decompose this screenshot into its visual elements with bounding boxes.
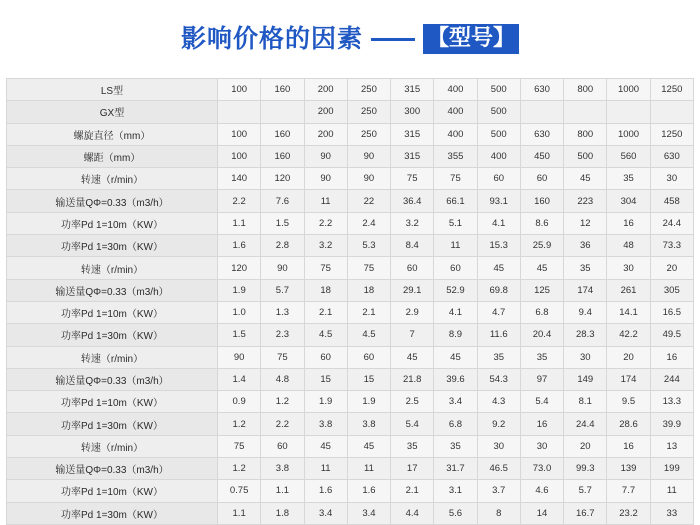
table-cell: [520, 101, 563, 123]
table-cell: 1.3: [261, 301, 304, 323]
table-cell: 1.9: [347, 391, 390, 413]
table-cell: 45: [391, 346, 434, 368]
table-cell: 30: [564, 346, 607, 368]
table-cell: 139: [607, 458, 650, 480]
table-cell: 90: [347, 168, 390, 190]
table-cell: 11: [304, 190, 347, 212]
table-cell: 21.8: [391, 368, 434, 390]
table-cell: 14.1: [607, 301, 650, 323]
table-cell: 25.9: [520, 235, 563, 257]
table-cell: 24.4: [564, 413, 607, 435]
table-cell: 75: [434, 168, 477, 190]
table-cell: 3.7: [477, 480, 520, 502]
table-cell: 18: [304, 279, 347, 301]
table-cell: 800: [564, 123, 607, 145]
table-cell: 4.3: [477, 391, 520, 413]
table-cell: 2.9: [391, 301, 434, 323]
table-cell: 16: [520, 413, 563, 435]
table-cell: 450: [520, 145, 563, 167]
table-cell: 1.2: [218, 413, 261, 435]
table-cell: 4.5: [347, 324, 390, 346]
table-cell: 5.6: [434, 502, 477, 524]
table-cell: 2.2: [218, 190, 261, 212]
table-cell: 6.8: [520, 301, 563, 323]
row-label: 螺旋直径（mm）: [7, 123, 218, 145]
table-cell: [564, 101, 607, 123]
table-cell: 7.7: [607, 480, 650, 502]
table-cell: 1250: [650, 79, 693, 101]
table-cell: 69.8: [477, 279, 520, 301]
table-cell: 60: [347, 346, 390, 368]
table-cell: 2.8: [261, 235, 304, 257]
table-cell: 200: [304, 79, 347, 101]
table-cell: [650, 101, 693, 123]
table-cell: 9.5: [607, 391, 650, 413]
table-cell: 15: [304, 368, 347, 390]
table-cell: 20: [607, 346, 650, 368]
table-cell: 244: [650, 368, 693, 390]
row-label: 功率Pd 1=10m（KW）: [7, 480, 218, 502]
table-row: [7, 190, 694, 212]
table-cell: 458: [650, 190, 693, 212]
table-cell: 93.1: [477, 190, 520, 212]
table-row: [7, 480, 694, 502]
table-cell: 39.6: [434, 368, 477, 390]
table-cell: 30: [520, 435, 563, 457]
table-cell: 200: [304, 101, 347, 123]
table-cell: [261, 101, 304, 123]
table-cell: 90: [218, 346, 261, 368]
table-cell: 42.2: [607, 324, 650, 346]
table-cell: 500: [477, 79, 520, 101]
table-cell: 250: [347, 123, 390, 145]
table-cell: 15: [347, 368, 390, 390]
table-cell: 100: [218, 79, 261, 101]
table-cell: 8: [477, 502, 520, 524]
table-cell: 49.5: [650, 324, 693, 346]
table-cell: 14: [520, 502, 563, 524]
table-cell: 3.2: [391, 212, 434, 234]
table-cell: 90: [304, 168, 347, 190]
table-cell: 99.3: [564, 458, 607, 480]
table-cell: 1.1: [218, 502, 261, 524]
table-cell: 305: [650, 279, 693, 301]
table-cell: 29.1: [391, 279, 434, 301]
table-cell: 33: [650, 502, 693, 524]
table-cell: 5.1: [434, 212, 477, 234]
row-label: 输送量QΦ=0.33（m3/h）: [7, 279, 218, 301]
table-cell: 60: [304, 346, 347, 368]
table-cell: 28.3: [564, 324, 607, 346]
table-cell: 160: [520, 190, 563, 212]
table-cell: 5.4: [520, 391, 563, 413]
table-row: [7, 168, 694, 190]
table-cell: 800: [564, 79, 607, 101]
row-label: 功率Pd 1=10m（KW）: [7, 391, 218, 413]
table-cell: 315: [391, 79, 434, 101]
table-cell: 174: [564, 279, 607, 301]
table-cell: 315: [391, 145, 434, 167]
table-row: [7, 145, 694, 167]
table-cell: 160: [261, 145, 304, 167]
row-label: 输送量QΦ=0.33（m3/h）: [7, 190, 218, 212]
table-cell: 35: [564, 257, 607, 279]
page-title: 影响价格的因素: [180, 24, 363, 53]
row-label: 功率Pd 1=10m（KW）: [7, 212, 218, 234]
table-cell: 304: [607, 190, 650, 212]
table-cell: 24.4: [650, 212, 693, 234]
table-row: [7, 123, 694, 145]
table-cell: 5.3: [347, 235, 390, 257]
table-cell: 16.7: [564, 502, 607, 524]
table-cell: 9.2: [477, 413, 520, 435]
table-cell: 8.4: [391, 235, 434, 257]
table-cell: 8.9: [434, 324, 477, 346]
table-cell: 90: [304, 145, 347, 167]
table-cell: 60: [477, 168, 520, 190]
table-cell: 16: [607, 435, 650, 457]
table-cell: 1000: [607, 79, 650, 101]
table-cell: 100: [218, 145, 261, 167]
table-cell: 18: [347, 279, 390, 301]
table-cell: 66.1: [434, 190, 477, 212]
row-label: 输送量QΦ=0.33（m3/h）: [7, 458, 218, 480]
table-cell: 46.5: [477, 458, 520, 480]
table-row: [7, 279, 694, 301]
table-cell: 11: [650, 480, 693, 502]
table-cell: 630: [650, 145, 693, 167]
table-cell: 2.4: [347, 212, 390, 234]
table-row: [7, 212, 694, 234]
table-row: [7, 413, 694, 435]
table-cell: 0.9: [218, 391, 261, 413]
table-cell: 630: [520, 79, 563, 101]
table-cell: 1.5: [261, 212, 304, 234]
table-cell: 75: [304, 257, 347, 279]
table-cell: 35: [520, 346, 563, 368]
table-cell: 125: [520, 279, 563, 301]
table-cell: 60: [391, 257, 434, 279]
table-cell: 1000: [607, 123, 650, 145]
table-cell: 45: [564, 168, 607, 190]
spec-table: [6, 78, 694, 525]
table-cell: 2.3: [261, 324, 304, 346]
table-cell: 5.7: [564, 480, 607, 502]
row-label: LS型: [7, 79, 218, 101]
table-cell: 200: [304, 123, 347, 145]
row-label: 功率Pd 1=30m（KW）: [7, 324, 218, 346]
table-cell: 90: [347, 145, 390, 167]
table-cell: 4.5: [304, 324, 347, 346]
table-cell: 23.2: [607, 502, 650, 524]
table-cell: 1.9: [218, 279, 261, 301]
table-row: [7, 257, 694, 279]
table-cell: [218, 101, 261, 123]
table-cell: 630: [520, 123, 563, 145]
table-row: [7, 458, 694, 480]
table-cell: 31.7: [434, 458, 477, 480]
table-cell: 300: [391, 101, 434, 123]
table-cell: 3.4: [347, 502, 390, 524]
table-cell: 500: [564, 145, 607, 167]
table-cell: 17: [391, 458, 434, 480]
table-cell: 45: [434, 346, 477, 368]
table-cell: 39.9: [650, 413, 693, 435]
table-cell: 160: [261, 123, 304, 145]
row-label: 转速（r/min）: [7, 257, 218, 279]
row-label: 输送量QΦ=0.33（m3/h）: [7, 368, 218, 390]
table-cell: 1.4: [218, 368, 261, 390]
table-cell: 2.1: [391, 480, 434, 502]
table-cell: 73.3: [650, 235, 693, 257]
table-row: [7, 101, 694, 123]
row-label: 螺距（mm）: [7, 145, 218, 167]
table-cell: 30: [650, 168, 693, 190]
table-cell: 9.4: [564, 301, 607, 323]
table-cell: 1.1: [218, 212, 261, 234]
table-cell: 5.4: [391, 413, 434, 435]
table-cell: 3.4: [434, 391, 477, 413]
table-cell: 560: [607, 145, 650, 167]
table-cell: 35: [391, 435, 434, 457]
table-row: [7, 235, 694, 257]
table-cell: 3.8: [261, 458, 304, 480]
table-cell: 100: [218, 123, 261, 145]
table-cell: 16: [650, 346, 693, 368]
table-cell: 1.5: [218, 324, 261, 346]
table-cell: 75: [391, 168, 434, 190]
table-cell: 35: [434, 435, 477, 457]
table-row: [7, 391, 694, 413]
table-row: [7, 435, 694, 457]
table-cell: 2.2: [304, 212, 347, 234]
row-label: 功率Pd 1=30m（KW）: [7, 502, 218, 524]
row-label: GX型: [7, 101, 218, 123]
table-cell: 75: [218, 435, 261, 457]
table-cell: 75: [261, 346, 304, 368]
table-cell: 11: [347, 458, 390, 480]
table-cell: 199: [650, 458, 693, 480]
table-cell: 4.4: [391, 502, 434, 524]
table-cell: 4.6: [520, 480, 563, 502]
table-row: [7, 502, 694, 524]
table-cell: 15.3: [477, 235, 520, 257]
table-cell: 1.9: [304, 391, 347, 413]
divider-dash: [371, 38, 415, 41]
table-cell: 120: [218, 257, 261, 279]
table-cell: 22: [347, 190, 390, 212]
table-cell: 13: [650, 435, 693, 457]
table-cell: 120: [261, 168, 304, 190]
table-cell: 52.9: [434, 279, 477, 301]
table-cell: 54.3: [477, 368, 520, 390]
table-cell: 1.8: [261, 502, 304, 524]
table-cell: 73.0: [520, 458, 563, 480]
table-cell: 4.8: [261, 368, 304, 390]
table-row: [7, 79, 694, 101]
table-row: [7, 368, 694, 390]
table-cell: 97: [520, 368, 563, 390]
table-cell: 2.2: [261, 413, 304, 435]
row-label: 功率Pd 1=10m（KW）: [7, 301, 218, 323]
table-cell: 1.2: [218, 458, 261, 480]
model-badge: 【型号】: [423, 24, 519, 54]
table-cell: 400: [434, 79, 477, 101]
table-cell: 20: [650, 257, 693, 279]
table-cell: 1.1: [261, 480, 304, 502]
table-cell: 4.1: [434, 301, 477, 323]
table-row: [7, 324, 694, 346]
table-cell: 7.6: [261, 190, 304, 212]
table-cell: 11: [434, 235, 477, 257]
table-cell: 36: [564, 235, 607, 257]
table-cell: 400: [434, 123, 477, 145]
table-cell: 355: [434, 145, 477, 167]
row-label: 转速（r/min）: [7, 168, 218, 190]
table-cell: 8.6: [520, 212, 563, 234]
table-cell: 250: [347, 101, 390, 123]
table-cell: 2.1: [347, 301, 390, 323]
table-cell: 3.1: [434, 480, 477, 502]
table-cell: 250: [347, 79, 390, 101]
table-cell: 140: [218, 168, 261, 190]
table-cell: 36.4: [391, 190, 434, 212]
table-cell: 48: [607, 235, 650, 257]
table-row: [7, 346, 694, 368]
table-cell: 1250: [650, 123, 693, 145]
table-cell: 3.4: [304, 502, 347, 524]
table-cell: 3.8: [347, 413, 390, 435]
table-row: [7, 301, 694, 323]
table-cell: 160: [261, 79, 304, 101]
table-cell: 11: [304, 458, 347, 480]
table-cell: 20.4: [520, 324, 563, 346]
table-cell: 1.0: [218, 301, 261, 323]
row-label: 功率Pd 1=30m（KW）: [7, 413, 218, 435]
table-cell: 1.6: [218, 235, 261, 257]
table-cell: 315: [391, 123, 434, 145]
table-cell: 45: [347, 435, 390, 457]
table-cell: 400: [477, 145, 520, 167]
table-cell: 400: [434, 101, 477, 123]
table-cell: 1.2: [261, 391, 304, 413]
table-cell: 60: [261, 435, 304, 457]
table-cell: 1.6: [347, 480, 390, 502]
table-cell: 45: [520, 257, 563, 279]
table-cell: 500: [477, 101, 520, 123]
table-cell: 174: [607, 368, 650, 390]
table-cell: 16.5: [650, 301, 693, 323]
table-cell: 4.7: [477, 301, 520, 323]
table-cell: 149: [564, 368, 607, 390]
table-cell: 1.6: [304, 480, 347, 502]
table-cell: 7: [391, 324, 434, 346]
table-cell: 60: [434, 257, 477, 279]
spec-table-wrapper: [0, 78, 700, 525]
table-cell: 60: [520, 168, 563, 190]
table-cell: 45: [477, 257, 520, 279]
table-cell: 223: [564, 190, 607, 212]
table-cell: 6.8: [434, 413, 477, 435]
table-cell: 90: [261, 257, 304, 279]
row-label: 转速（r/min）: [7, 346, 218, 368]
table-cell: 8.1: [564, 391, 607, 413]
table-cell: 20: [564, 435, 607, 457]
table-cell: 5.7: [261, 279, 304, 301]
row-label: 转速（r/min）: [7, 435, 218, 457]
table-cell: 45: [304, 435, 347, 457]
table-cell: 261: [607, 279, 650, 301]
table-cell: 3.8: [304, 413, 347, 435]
table-cell: 11.6: [477, 324, 520, 346]
table-cell: 35: [477, 346, 520, 368]
table-cell: 35: [607, 168, 650, 190]
table-cell: 2.1: [304, 301, 347, 323]
table-cell: 30: [607, 257, 650, 279]
table-cell: 0.75: [218, 480, 261, 502]
table-cell: [607, 101, 650, 123]
table-cell: 16: [607, 212, 650, 234]
page-header: [0, 0, 700, 78]
table-cell: 75: [347, 257, 390, 279]
table-cell: 3.2: [304, 235, 347, 257]
row-label: 功率Pd 1=30m（KW）: [7, 235, 218, 257]
table-cell: 4.1: [477, 212, 520, 234]
table-cell: 13.3: [650, 391, 693, 413]
table-cell: 2.5: [391, 391, 434, 413]
table-cell: 12: [564, 212, 607, 234]
table-cell: 30: [477, 435, 520, 457]
table-cell: 500: [477, 123, 520, 145]
table-cell: 28.6: [607, 413, 650, 435]
